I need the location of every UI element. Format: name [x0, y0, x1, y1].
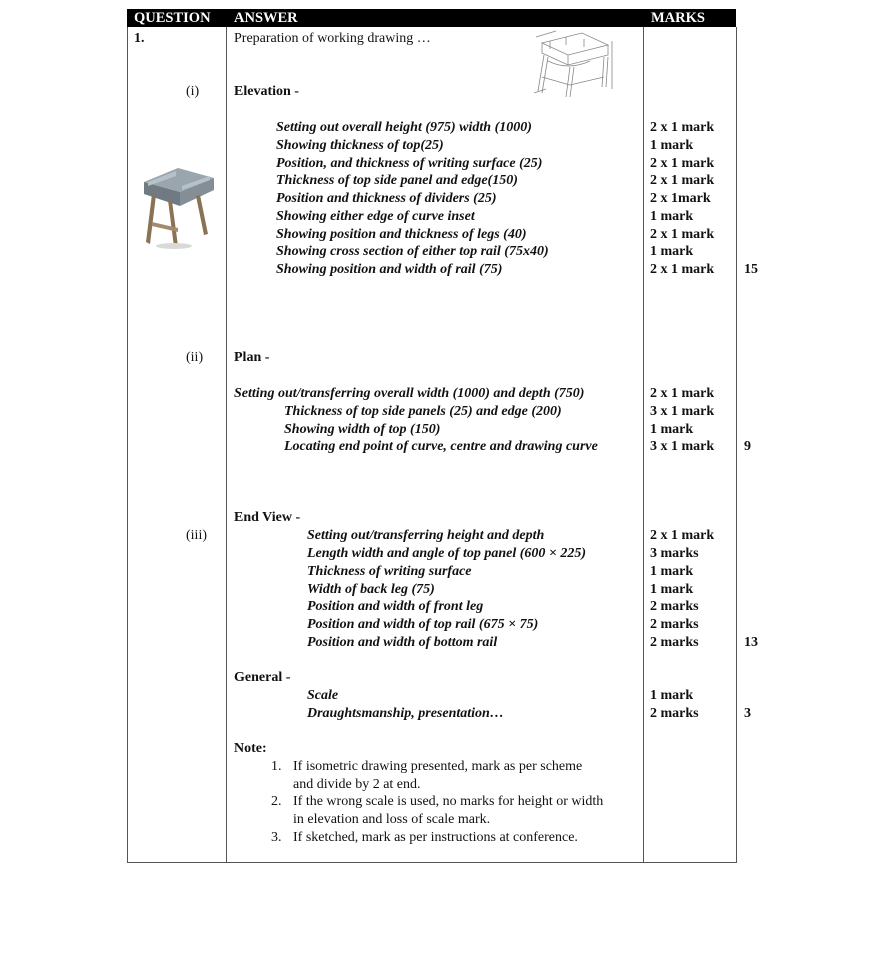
list-item: Position and width of top rail (675 × 75) — [307, 617, 539, 632]
header-marks: MARKS — [651, 10, 705, 26]
mark-value: 3 marks — [650, 546, 699, 561]
mark-value: 2 x 1 mark — [650, 227, 715, 242]
mark-value: 1 mark — [650, 564, 694, 579]
mark-value: 3 x 1 mark — [650, 439, 715, 454]
section-roman-iii: (iii) — [186, 528, 207, 543]
note-text: If sketched, mark as per instructions at conference. — [293, 830, 578, 845]
header-answer: ANSWER — [234, 10, 298, 26]
list-item: Setting out overall height (975) width (1000) — [276, 120, 532, 135]
list-item: Showing thickness of top(25) — [276, 138, 444, 153]
mark-value: 2 x 1 mark — [650, 262, 715, 277]
list-item: Width of back leg (75) — [307, 582, 435, 597]
mark-value: 1 mark — [650, 244, 694, 259]
list-item: Position and thickness of dividers (25) — [276, 191, 497, 206]
mark-value: 1 mark — [650, 138, 694, 153]
mark-value: 1 mark — [650, 688, 694, 703]
list-item: Locating end point of curve, centre and drawing curve — [284, 439, 598, 454]
section-total-elevation: 15 — [744, 262, 758, 277]
mark-value: 2 x 1 mark — [650, 156, 715, 171]
section-total-end-view: 13 — [744, 635, 758, 650]
note-number: 1. — [271, 759, 282, 774]
list-item: Position and width of front leg — [307, 599, 484, 614]
mark-value: 2 marks — [650, 599, 699, 614]
mark-value: 1 mark — [650, 582, 694, 597]
table-border-bottom — [127, 862, 737, 863]
note-text: in elevation and loss of scale mark. — [293, 812, 491, 827]
mark-value: 2 x 1 mark — [650, 386, 715, 401]
section-roman-ii: (ii) — [186, 350, 204, 365]
mark-value: 2 marks — [650, 635, 699, 650]
list-item: Position, and thickness of writing surface (25) — [276, 156, 543, 171]
desk-isometric-drawing — [526, 27, 616, 99]
question-number: 1. — [134, 31, 145, 46]
note-text: If isometric drawing presented, mark as per scheme — [293, 759, 583, 774]
list-item: Draughtsmanship, presentation… — [307, 706, 504, 721]
table-header-bar — [127, 9, 736, 27]
list-item: Scale — [307, 688, 339, 703]
list-item: Thickness of top side panel and edge(150) — [276, 173, 518, 188]
mark-value: 2 marks — [650, 706, 699, 721]
list-item: Position and width of bottom rail — [307, 635, 498, 650]
mark-value: 2 marks — [650, 617, 699, 632]
section-roman-i: (i) — [186, 84, 200, 99]
mark-value: 2 x 1 mark — [650, 173, 715, 188]
list-item: Showing position and thickness of legs (40) — [276, 227, 527, 242]
header-question: QUESTION — [134, 10, 211, 26]
list-item: Showing width of top (150) — [284, 422, 441, 437]
section-title-end-view: End View - — [234, 510, 301, 525]
table-border-left — [127, 27, 128, 863]
mark-value: 1 mark — [650, 209, 694, 224]
section-title-elevation: Elevation - — [234, 84, 299, 99]
table-divider-question — [226, 27, 227, 863]
mark-value: 3 x 1 mark — [650, 404, 715, 419]
section-title-general: General - — [234, 670, 291, 685]
mark-value: 2 x 1 mark — [650, 120, 715, 135]
list-item: Length width and angle of top panel (600 × 225) — [307, 546, 587, 561]
note-number: 2. — [271, 794, 282, 809]
section-total-general: 3 — [744, 706, 751, 721]
section-title-plan: Plan - — [234, 350, 270, 365]
table-border-right — [736, 27, 737, 863]
note-text: and divide by 2 at end. — [293, 777, 421, 792]
section-total-plan: 9 — [744, 439, 751, 454]
mark-value: 2 x 1mark — [650, 191, 711, 206]
list-item: Setting out/transferring height and depth — [307, 528, 545, 543]
list-item: Showing cross section of either top rail (75x40) — [276, 244, 549, 259]
list-item: Showing position and width of rail (75) — [276, 262, 503, 277]
note-number: 3. — [271, 830, 282, 845]
note-title: Note: — [234, 741, 267, 756]
list-item: Showing either edge of curve inset — [276, 209, 475, 224]
intro-text: Preparation of working drawing … — [234, 31, 431, 46]
mark-value: 2 x 1 mark — [650, 528, 715, 543]
list-item: Setting out/transferring overall width (1000) and depth (750) — [234, 386, 585, 401]
list-item: Thickness of writing surface — [307, 564, 472, 579]
note-text: If the wrong scale is used, no marks for height or width — [293, 794, 604, 809]
mark-value: 1 mark — [650, 422, 694, 437]
table-divider-marks — [643, 27, 644, 863]
list-item: Thickness of top side panels (25) and edge (200) — [284, 404, 562, 419]
desk-render-image — [138, 162, 216, 250]
